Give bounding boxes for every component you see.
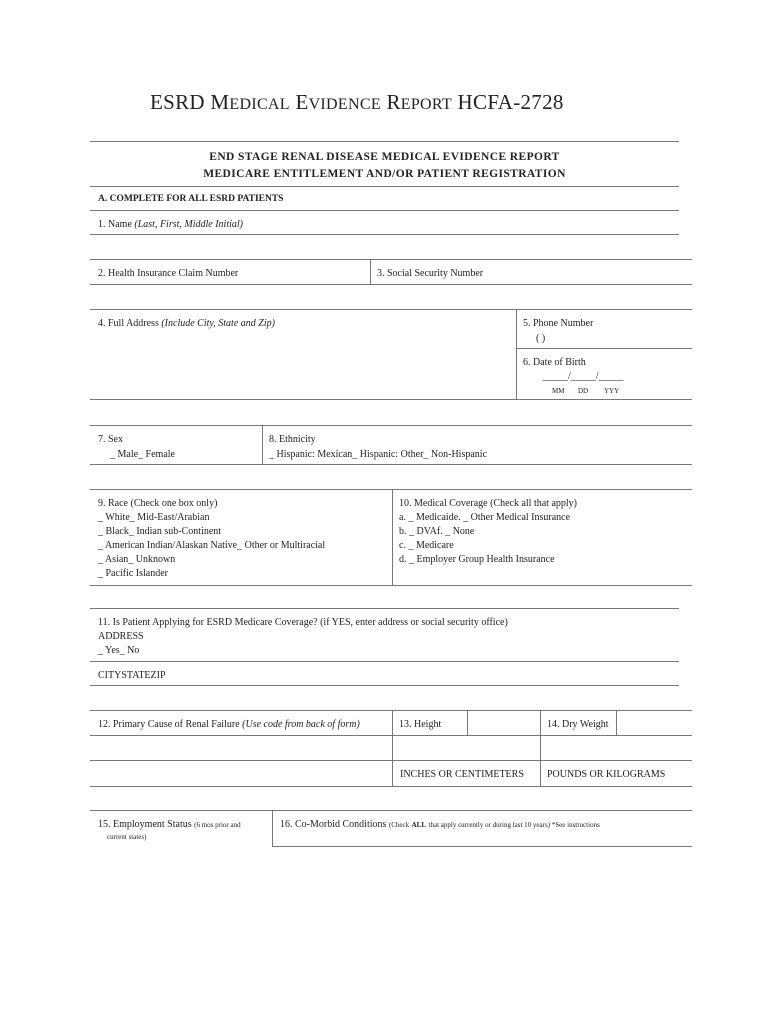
divider (90, 309, 692, 310)
race-option[interactable]: _ Pacific Islander (98, 568, 168, 579)
dob-yyy-caption: YYY (604, 387, 620, 395)
comorbid-conditions-label: 16. Co-Morbid Conditions (Check ALL that apply currently or during last 10 years) *See instructions (280, 819, 600, 830)
weight-units-caption: POUNDS OR KILOGRAMS (547, 769, 666, 780)
divider (90, 399, 692, 400)
height-field-label: 13. Height (399, 719, 442, 730)
divider (540, 710, 541, 786)
sex-options[interactable]: _ Male_ Female (110, 449, 175, 460)
ethnicity-field-label: 8. Ethnicity (269, 434, 316, 445)
coverage-option[interactable]: a. _ Medicaide. _ Other Medical Insurance (399, 512, 571, 523)
divider (90, 608, 679, 609)
cause-code-input[interactable] (90, 761, 391, 785)
coverage-field-label: 10. Medical Coverage (Check all that apply) (399, 498, 577, 509)
dob-field-label: 6. Date of Birth (523, 357, 586, 368)
divider (90, 585, 692, 586)
q11-yes-no-options[interactable]: _ Yes_ No (98, 645, 140, 656)
height-units-caption: INCHES OR CENTIMETERS (400, 769, 524, 780)
divider (272, 846, 692, 847)
section-a-heading: A. COMPLETE FOR ALL ESRD PATIENTS (98, 194, 284, 204)
phone-field[interactable]: ( ) (536, 333, 546, 344)
weight-input[interactable] (617, 711, 691, 734)
height-input[interactable] (468, 711, 539, 734)
dob-mm-caption: MM (552, 387, 565, 395)
race-option[interactable]: _ American Indian/Alaskan Native_ Other or Multiracial (98, 540, 326, 551)
name-input-area[interactable] (90, 235, 679, 258)
divider (516, 348, 692, 349)
divider (90, 685, 679, 686)
divider (90, 735, 692, 736)
divider (90, 810, 692, 811)
divider (392, 710, 393, 786)
city-state-zip-field[interactable]: CITYSTATEZIP (98, 670, 166, 681)
sex-field-label: 7. Sex (98, 434, 123, 445)
dob-dd-caption: DD (578, 387, 589, 395)
divider (516, 309, 517, 399)
form-header-line1: END STAGE RENAL DISEASE MEDICAL EVIDENCE REPORT (209, 151, 560, 163)
divider (90, 186, 679, 187)
name-field-label: 1. Name (Last, First, Middle Initial) (98, 219, 243, 230)
ssn-field[interactable]: 3. Social Security Number (377, 268, 484, 279)
divider (392, 489, 393, 585)
divider (370, 259, 371, 284)
divider (90, 141, 679, 142)
q11-label: 11. Is Patient Applying for ESRD Medicare Coverage? (if YES, enter address or social security office) (98, 617, 508, 628)
race-field-label: 9. Race (Check one box only) (98, 498, 218, 509)
divider (90, 210, 679, 211)
weight-field-label: 14. Dry Weight (547, 719, 609, 730)
cause-of-renal-failure-label: 12. Primary Cause of Renal Failure (Use code from back of form) (98, 719, 360, 730)
divider (272, 810, 273, 846)
divider (90, 710, 692, 711)
race-option[interactable]: _ White_ Mid-East/Arabian (98, 512, 210, 523)
address-field[interactable]: 4. Full Address (Include City, State and Zip) (98, 318, 275, 329)
divider (90, 259, 692, 260)
ethnicity-options[interactable]: _ Hispanic: Mexican_ Hispanic: Other_ Non-Hispanic (269, 449, 488, 460)
divider (262, 425, 263, 464)
divider (90, 284, 692, 285)
page-title: ESRD MEDICAL EVIDENCE REPORT HCFA-2728 (150, 90, 564, 114)
divider (90, 489, 692, 490)
phone-field-label: 5. Phone Number (523, 318, 594, 329)
divider (90, 425, 692, 426)
coverage-option[interactable]: b. _ DVAf. _ None (399, 526, 475, 537)
divider (90, 464, 692, 465)
employment-status-hint: current states) (107, 833, 147, 841)
race-option[interactable]: _ Black_ Indian sub-Continent (98, 526, 222, 537)
divider (90, 786, 692, 787)
hic-number-field[interactable]: 2. Health Insurance Claim Number (98, 268, 239, 279)
dob-field[interactable]: _____/_____/_____ (543, 371, 624, 382)
race-option[interactable]: _ Asian_ Unknown (98, 554, 176, 565)
coverage-option[interactable]: d. _ Employer Group Health Insurance (399, 554, 555, 565)
divider (90, 661, 679, 662)
employment-status-label: 15. Employment Status (6 mos prior and (98, 819, 241, 830)
q11-address-label: ADDRESS (98, 631, 144, 642)
coverage-option[interactable]: c. _ Medicare (399, 540, 454, 551)
form-header-line2: MEDICARE ENTITLEMENT AND/OR PATIENT REGISTRATION (203, 168, 566, 180)
